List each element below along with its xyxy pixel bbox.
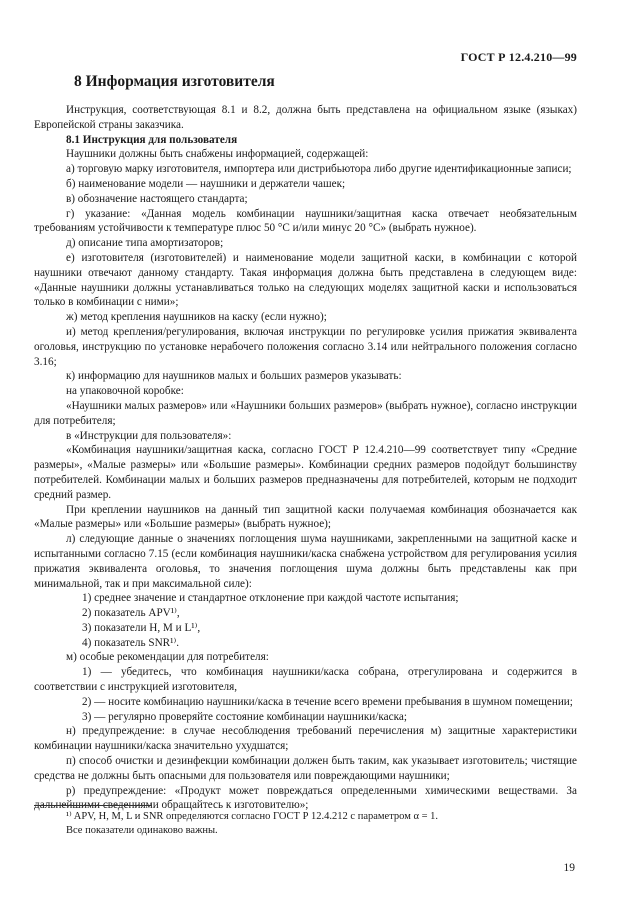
footnote-2: Все показатели одинаково важны. xyxy=(66,825,218,836)
paragraph: д) описание типа амортизаторов; xyxy=(66,237,224,250)
paragraph: в «Инструкции для пользователя»: xyxy=(66,429,232,442)
paragraph: При креплении наушников на данный тип защитной каски получаемая комбинация обозначается как «Малые размеры» или «Большие размеры» (выбрать нужное); xyxy=(34,503,577,531)
footnotes xyxy=(34,810,577,838)
section-title: 8 Информация изготовителя xyxy=(74,73,275,90)
paragraph: 3) — регулярно проверяйте состояние комбинации наушники/каска; xyxy=(82,710,407,723)
paragraph: р) предупреждение: «Продукт может повреждаться определенными химическими веществами. За дальнейшими сведениями обращайтесь к изготовителю»; xyxy=(34,784,577,812)
paragraph: 3) показатели H, M и L¹⁾, xyxy=(82,621,201,634)
paragraph: п) способ очистки и дезинфекции комбинации должен быть таким, как указывает изготовитель; чистящие средства не должны быть опасными для пользователя или повреждающими наушники; xyxy=(34,755,577,782)
paragraph: «Комбинация наушники/защитная каска, согласно ГОСТ Р 12.4.210—99 соответствует типу «Средние размеры», «Малые размеры» или «Большие размеры». Комбинации средних размеров подойдут большинству потребителей. Комбинации малых и больших размеров предназначены для потребителей, которым не подходит средний размер. xyxy=(34,444,577,501)
paragraph: 1) — убедитесь, что комбинация наушники/каска собрана, отрегулирована и содержится в соответствии с инструкцией изготовителя, xyxy=(34,666,577,694)
paragraph: е) изготовителя (изготовителей) и наименование модели защитной каски, в комбинации с которой наушники отвечают данному стандарту. Такая информация должна быть представлена в следующем виде: «Данные наушники должны устанавливаться только на следующих моделях защитной каски и использоваться только в комбинации с ними»; xyxy=(34,251,577,309)
document-header: ГОСТ Р 12.4.210—99 xyxy=(460,50,577,64)
paragraph: и) метод крепления/регулирования, включая инструкции по регулировке усилия прижатия эквивалента оголовья, инструкцию по установке нерабочего положения согласно 3.14 или нейтрального положения согласно 3.16; xyxy=(34,325,577,368)
paragraph: ж) метод крепления наушников на каску (если нужно); xyxy=(66,311,327,324)
paragraph: «Наушники малых размеров» или «Наушники больших размеров» (выбрать нужное), согласно инструкции для потребителя; xyxy=(34,399,577,427)
paragraph: к) информацию для наушников малых и больших размеров указывать: xyxy=(66,370,402,383)
paragraph: м) особые рекомендации для потребителя: xyxy=(66,651,269,664)
footnote-1: ¹⁾ APV, H, M, L и SNR определяются согласно ГОСТ Р 12.4.212 с параметром α = 1. xyxy=(66,811,439,822)
paragraph: в) обозначение настоящего стандарта; xyxy=(66,192,248,205)
body-text xyxy=(34,103,577,813)
page-number: 19 xyxy=(563,862,575,874)
paragraph: Наушники должны быть снабжены информацией, содержащей: xyxy=(66,148,369,161)
paragraph: 4) показатель SNR¹⁾. xyxy=(82,636,180,649)
paragraph: 2) — носите комбинацию наушники/каска в течение всего времени пребывания в шумном помещении; xyxy=(82,695,573,708)
paragraph: л) следующие данные о значениях поглощения шума наушниками, закрепленными на защитной каске и испытанными согласно 7.15 (если комбинация наушники/каска снабжена устройством для регулирования усилия прижатия эквивалента оголовья, то значения поглощения шума должны быть представлены как при минимальной, так и при максимальной силе): xyxy=(34,533,577,590)
paragraph: 2) показатель APV¹⁾, xyxy=(82,607,180,620)
paragraph: б) наименование модели — наушники и держатели чашек; xyxy=(66,177,346,190)
footnote-divider xyxy=(34,805,152,806)
paragraph: г) указание: «Данная модель комбинации наушники/защитная каска отвечает необязательным требованиям устойчивости к температуре плюс 50 °C и/или минус 20 °C» (выбрать нужное). xyxy=(34,207,577,235)
paragraph: 8.1 Инструкция для пользователя xyxy=(66,133,238,146)
paragraph: Инструкция, соответствующая 8.1 и 8.2, должна быть представлена на официальном языке (языках) Европейской страны заказчика. xyxy=(34,104,577,131)
paragraph: на упаковочной коробке: xyxy=(66,385,184,398)
paragraph: 1) среднее значение и стандартное отклонение при каждой частоте испытания; xyxy=(82,592,459,605)
paragraph: н) предупреждение: в случае несоблюдения требований перечисления м) защитные характеристики комбинации наушники/каска значительно ухудшатся; xyxy=(34,725,577,753)
paragraph: а) торговую марку изготовителя, импортера или дистрибьютора либо другие идентификационные записи; xyxy=(66,163,572,176)
